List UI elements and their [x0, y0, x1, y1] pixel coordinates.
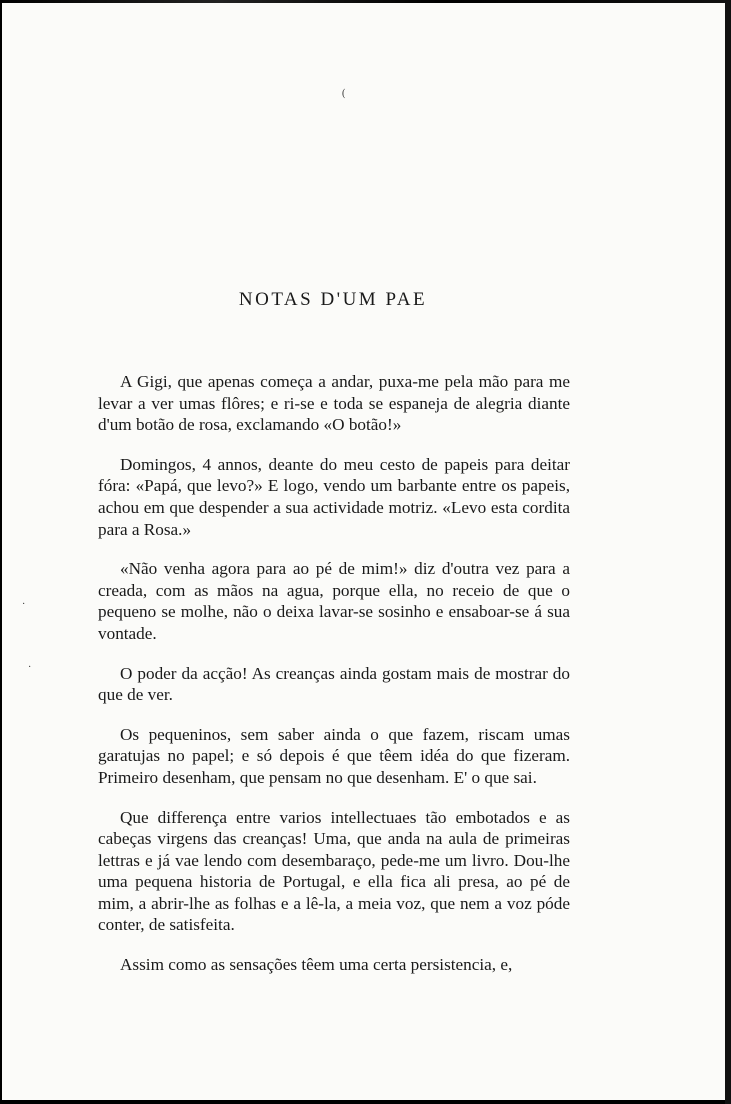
scan-border-right [725, 0, 731, 1104]
paper-speck: ( [342, 88, 346, 99]
scan-border-top [0, 0, 731, 3]
paragraph: Que differença entre varios intellectuaes tão embotados e as cabeças virgens das creanças! Uma, que anda na aula de primeiras lettras e já vae lendo com desembaraço, pede-me um livro. Dou-lhe uma pequena historia de Portugal, e ella fica ali presa, ao pé de mim, a abrir-lhe as folhas e a lê-la, a meia voz, que nem a voz póde conter, de satisfeita. [98, 807, 570, 935]
paragraph: Os pequeninos, sem saber ainda o que fazem, riscam umas garatujas no papel; e só depois é que têem idéa do que fizeram. Primeiro desenham, que pensam no que desenham. E' o que sai. [98, 724, 570, 787]
body-text [98, 371, 570, 976]
paragraph: A Gigi, que apenas começa a andar, puxa-me pela mão para me levar a ver umas flôres; e ri-se e toda se espaneja de alegria diante d'um botão de rosa, exclamando «O botão!» [98, 372, 570, 435]
paper-speck: · [22, 599, 26, 610]
paragraph: «Não venha agora para ao pé de mim!» diz d'outra vez para a creada, com as mãos na agua, porque ella, no receio de que o pequeno se molhe, não o deixa lavar-se sosinho e ensaboar-se á sua vontade. [98, 559, 570, 643]
page-title: NOTAS D'UM PAE [238, 289, 428, 310]
book-page [2, 2, 725, 1100]
paper-speck: · [28, 662, 32, 673]
paragraph: O poder da acção! As creanças ainda gostam mais de mostrar do que de ver. [98, 663, 570, 705]
paragraph: Domingos, 4 annos, deante do meu cesto de papeis para deitar fóra: «Papá, que levo?» E logo, vendo um barbante entre os papeis, achou em que despender a sua actividade motriz. «Levo esta cordita para a Rosa.» [98, 454, 570, 539]
paragraph: Assim como as sensações têem uma certa persistencia, e, [120, 955, 513, 975]
